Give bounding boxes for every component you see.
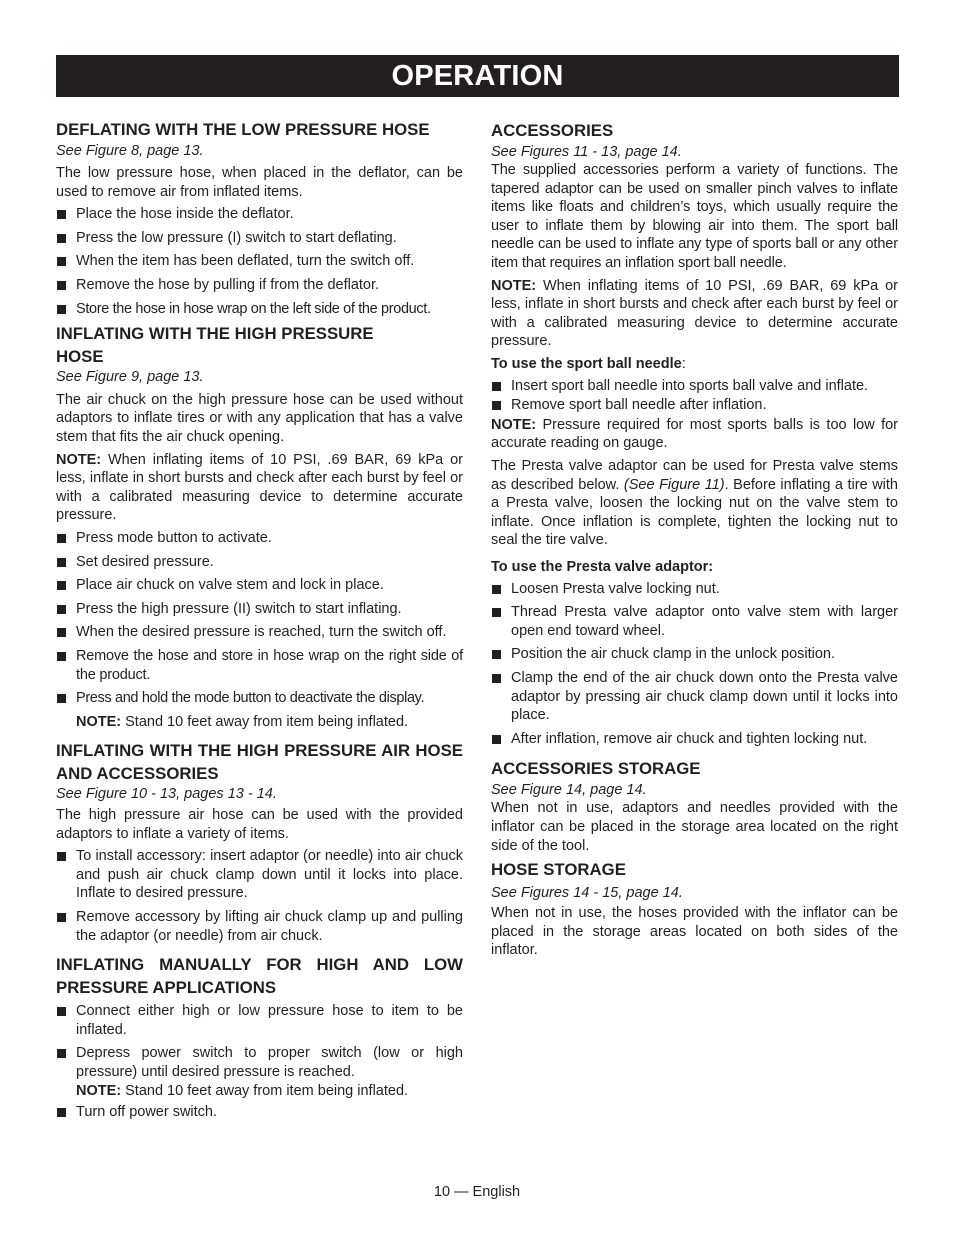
list-item: Clamp the end of the air chuck down onto the Presta valve adaptor by pressing air chuck clamp down until it locks into place. [491,669,898,725]
figure-reference: See Figures 14 - 15, page 14. [491,884,683,901]
list-item: Remove sport ball needle after inflation. [491,396,898,415]
list-item: Insert sport ball needle into sports ball valve and inflate. [491,377,898,396]
note-label: NOTE: [76,713,122,730]
note-text: Stand 10 feet away from item being inflated. [121,713,409,730]
list-item: Place air chuck on valve stem and lock in place. [56,576,463,595]
figure-reference: See Figures 11 - 13, page 14. [491,143,682,160]
section-text: When not in use, the hoses provided with the inflator can be placed in the storage areas located on both sides of the inflator. [491,905,898,959]
list-item: Remove the hose and store in hose wrap on the right side of the product. [56,647,463,684]
figure-reference: See Figure 8, page 13. [56,142,204,159]
bullet-list [56,1002,463,1081]
bullet-list [491,377,898,415]
right-column [491,119,898,964]
paragraph-text: . Before inflating a tire with a Presta valve, loosen the locking nut on the valve stem to inflate. Once inflation is complete, tighten the locking nut to seal the tire valve. [491,476,898,549]
page-footer: 10 — English [433,1184,521,1200]
section-title-inflating-high [56,323,463,368]
list-item: Thread Presta valve adaptor onto valve stem with larger open end toward wheel. [491,603,898,640]
list-item: Turn off power switch. [56,1103,463,1122]
section-title-deflating: DEFLATING WITH THE LOW PRESSURE HOSE [56,120,430,139]
list-item: Remove accessory by lifting air chuck clamp up and pulling the adaptor (or needle) from air chuck. [56,908,463,945]
list-item: Place the hose inside the deflator. [56,205,463,224]
list-item: When the item has been deflated, turn the switch off. [56,252,463,271]
section-title-hose-storage: HOSE STORAGE [491,860,626,880]
note [56,451,463,525]
note [56,1082,463,1101]
section-intro: The supplied accessories perform a variety of functions. The tapered adaptor can be used on smaller pinch valves to inflate items like floats and children’s toys, which usually require the user to inflate them by blowing air into them. The sport ball needle can be used to inflate any type of sports ball or any other item that requires an inflation sport ball needle. [491,162,898,272]
figure-reference: (See Figure 11) [623,476,725,493]
note-text: When inflating items of 10 PSI, .69 BAR, 69 kPa or less, inflate in short bursts and check after each burst by feel or with a calibrated measuring device to determine accurate pressure. [491,277,898,350]
section-text: When not in use, adaptors and needles provided with the inflator can be placed in the storage area located on the right side of the tool. [491,800,898,854]
section-intro: The low pressure hose, when placed in the deflator, can be used to remove air from inflated items. [56,165,463,200]
bullet-list [56,847,463,945]
section-title-accessories: ACCESSORIES [491,121,614,140]
list-item: After inflation, remove air chuck and tighten locking nut. [491,730,898,749]
subheading: To use the Presta valve adaptor: [491,558,714,575]
section-intro: The air chuck on the high pressure hose can be used without adaptors to inflate tires or with any application that has a valve stem that fits the air chuck opening. [56,391,463,446]
left-column [56,119,463,1127]
title-line: INFLATING WITH THE HIGH PRESSURE [56,324,374,344]
subheading-colon: : [681,356,686,373]
page-title: OPERATION [56,55,899,97]
note-label: NOTE: [491,416,537,433]
bullet-list [491,580,898,749]
section-title-accessories-hose: INFLATING WITH THE HIGH PRESSURE AIR HOSE AND ACCESSORIES [56,741,463,783]
bullet-list [56,529,463,708]
section-title-accessories-storage: ACCESSORIES STORAGE [491,759,701,779]
list-item: Store the hose in hose wrap on the left side of the product. [56,300,463,319]
figure-reference: See Figure 9, page 13. [56,369,204,386]
list-item: Press the high pressure (II) switch to start inflating. [56,600,463,619]
note-label: NOTE: [491,277,537,294]
list-item: Press and hold the mode button to deactivate the display. [56,689,463,708]
subheading-text: To use the sport ball needle [491,356,682,373]
figure-reference: See Figure 14, page 14. [491,781,647,798]
section-intro: The high pressure air hose can be used with the provided adaptors to inflate a variety of items. [56,806,463,842]
note-label: NOTE: [56,451,102,468]
note [56,713,463,732]
list-item: Depress power switch to proper switch (low or high pressure) until desired pressure is reached. [56,1044,463,1081]
list-item: Set desired pressure. [56,553,463,572]
section-title-manual: INFLATING MANUALLY FOR HIGH AND LOW PRESSURE APPLICATIONS [56,955,463,997]
list-item: Press mode button to activate. [56,529,463,548]
bullet-list [56,1103,463,1122]
subheading [491,355,898,374]
list-item: To install accessory: insert adaptor (or needle) into air chuck and push air chuck clamp down until it locks into place. Inflate to desired pressure. [56,847,463,903]
note [491,416,898,453]
paragraph-text: The Presta valve adaptor can be used for Presta valve stems as described below. [491,458,898,493]
list-item: Position the air chuck clamp in the unlock position. [491,645,898,664]
list-item: Press the low pressure (I) switch to start deflating. [56,229,463,248]
bullet-list [56,205,463,318]
note [491,277,898,351]
list-item: Connect either high or low pressure hose to item to be inflated. [56,1002,463,1039]
note-text: Stand 10 feet away from item being inflated. [121,1083,409,1100]
list-item: Loosen Presta valve locking nut. [491,580,898,599]
note-text: Pressure required for most sports balls is too low for accurate reading on gauge. [491,416,898,452]
note-text: When inflating items of 10 PSI, .69 BAR, 69 kPa or less, inflate in short bursts and check after each burst by feel or with a calibrated measuring device to determine accurate pressure. [56,451,463,524]
presta-paragraph [491,457,898,550]
figure-reference: See Figure 10 - 13, pages 13 - 14. [56,786,277,803]
list-item: When the desired pressure is reached, turn the switch off. [56,623,463,642]
list-item: Remove the hose by pulling if from the deflator. [56,276,463,295]
note-label: NOTE: [76,1083,122,1100]
title-line: HOSE [56,346,104,366]
